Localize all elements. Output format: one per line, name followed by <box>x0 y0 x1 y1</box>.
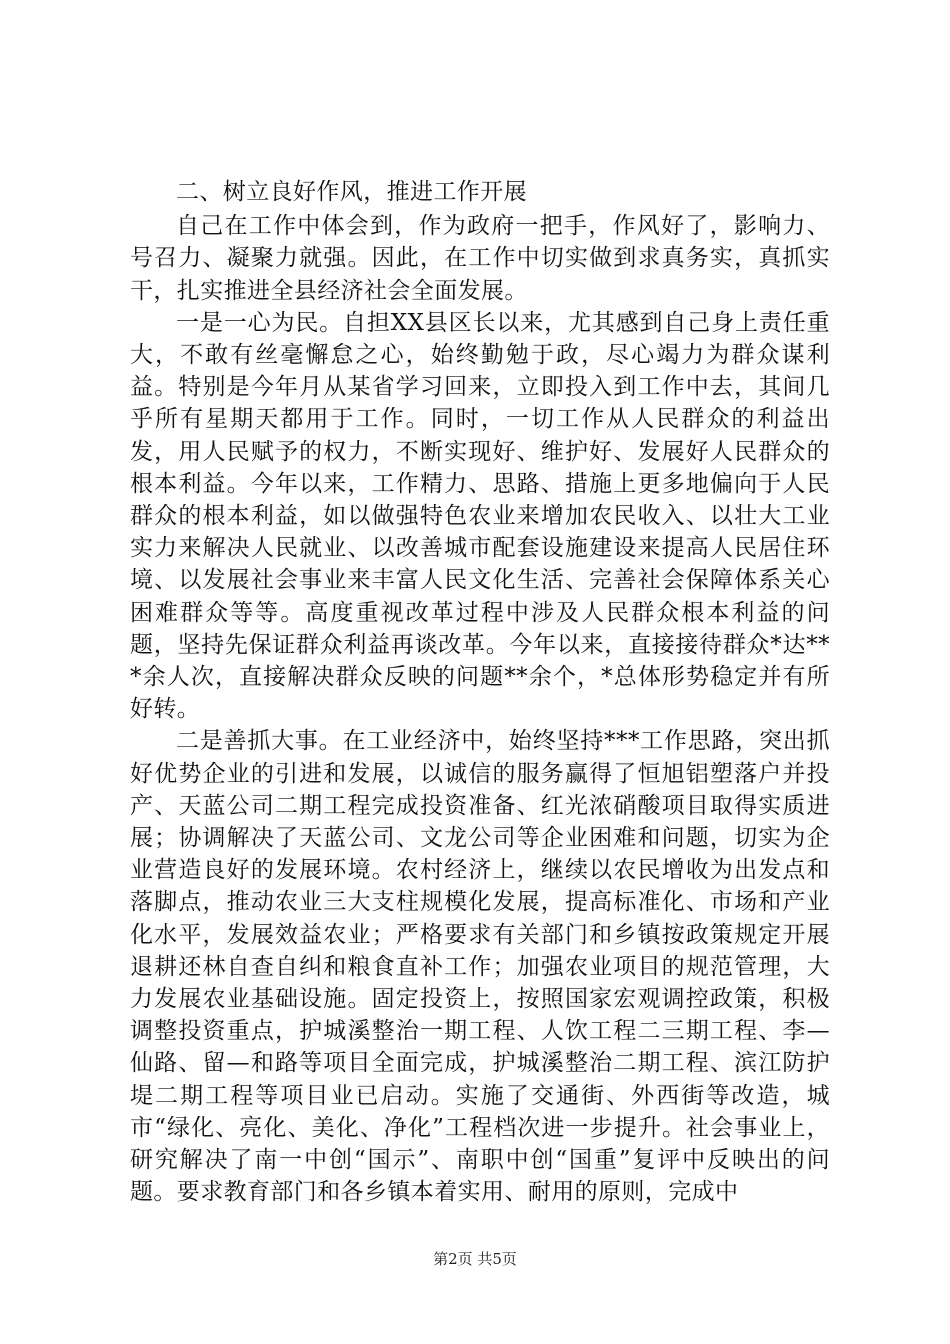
paragraph-serve-people: 一是一心为民。自担XX县区长以来，尤其感到自己身上责任重大，不敢有丝毫懈怠之心，始终勤勉于政，尽心竭力为群众谋利益。特别是今年月从某省学习回来，立即投入到工作中去，其间几乎所有星期天都用于工作。同时，一切工作从人民群众的利益出发，用人民赋予的权力，不断实现好、维护好、发展好人民群众的根本利益。今年以来，工作精力、思路、措施上更多地偏向于人民群众的根本利益，如以做强特色农业来增加农民收入、以壮大工业实力来解决人民就业、以改善城市配套设施建设来提高人民居住环境、以发展社会事业来丰富人民文化生活、完善社会保障体系关心困难群众等等。高度重视改革过程中涉及人民群众根本利益的问题，坚持先保证群众利益再谈改革。今年以来，直接接待群众*达***余人次，直接解决群众反映的问题**余个，*总体形势稳定并有所好转。 <box>130 309 830 723</box>
paragraph-major-affairs: 二是善抓大事。在工业经济中，始终坚持***工作思路，突出抓好优势企业的引进和发展，以诚信的服务赢得了恒旭铝塑落户并投产、天蓝公司二期工程完成投资准备、红光浓硝酸项目取得实质进展；协调解决了天蓝公司、文龙公司等企业困难和问题，切实为企业营造良好的发展环境。农村经济上，继续以农民增收为出发点和落脚点，推动农业三大支柱规模化发展，提高标准化、市场和产业化水平，发展效益农业；严格要求有关部门和乡镇按政策规定开展退耕还林自查自纠和粮食直补工作；加强农业项目的规范管理，大力发展农业基础设施。固定投资上，按照国家宏观调控政策，积极调整投资重点，护城溪整治一期工程、人饮工程二三期工程、李—仙路、留—和路等项目全面完成，护城溪整治二期工程、滨江防护堤二期工程等项目业已启动。实施了交通街、外西街等改造，城市“绿化、亮化、美化、净化”工程档次进一步提升。社会事业上，研究解决了南一中创“国示”、南职中创“国重”复评中反映出的问题。要求教育部门和各乡镇本着实用、耐用的原则，完成中 <box>130 728 830 1206</box>
page-footer: 第2页 共5页 <box>433 1250 517 1268</box>
section-heading: 二、树立良好作风，推进工作开展 <box>176 179 527 205</box>
document-body <box>130 176 830 1209</box>
paragraph-intro: 自己在工作中体会到，作为政府一把手，作风好了，影响力、号召力、凝聚力就强。因此，在工作中切实做到求真务实，真抓实干，扎实推进全县经济社会全面发展。 <box>130 213 830 304</box>
